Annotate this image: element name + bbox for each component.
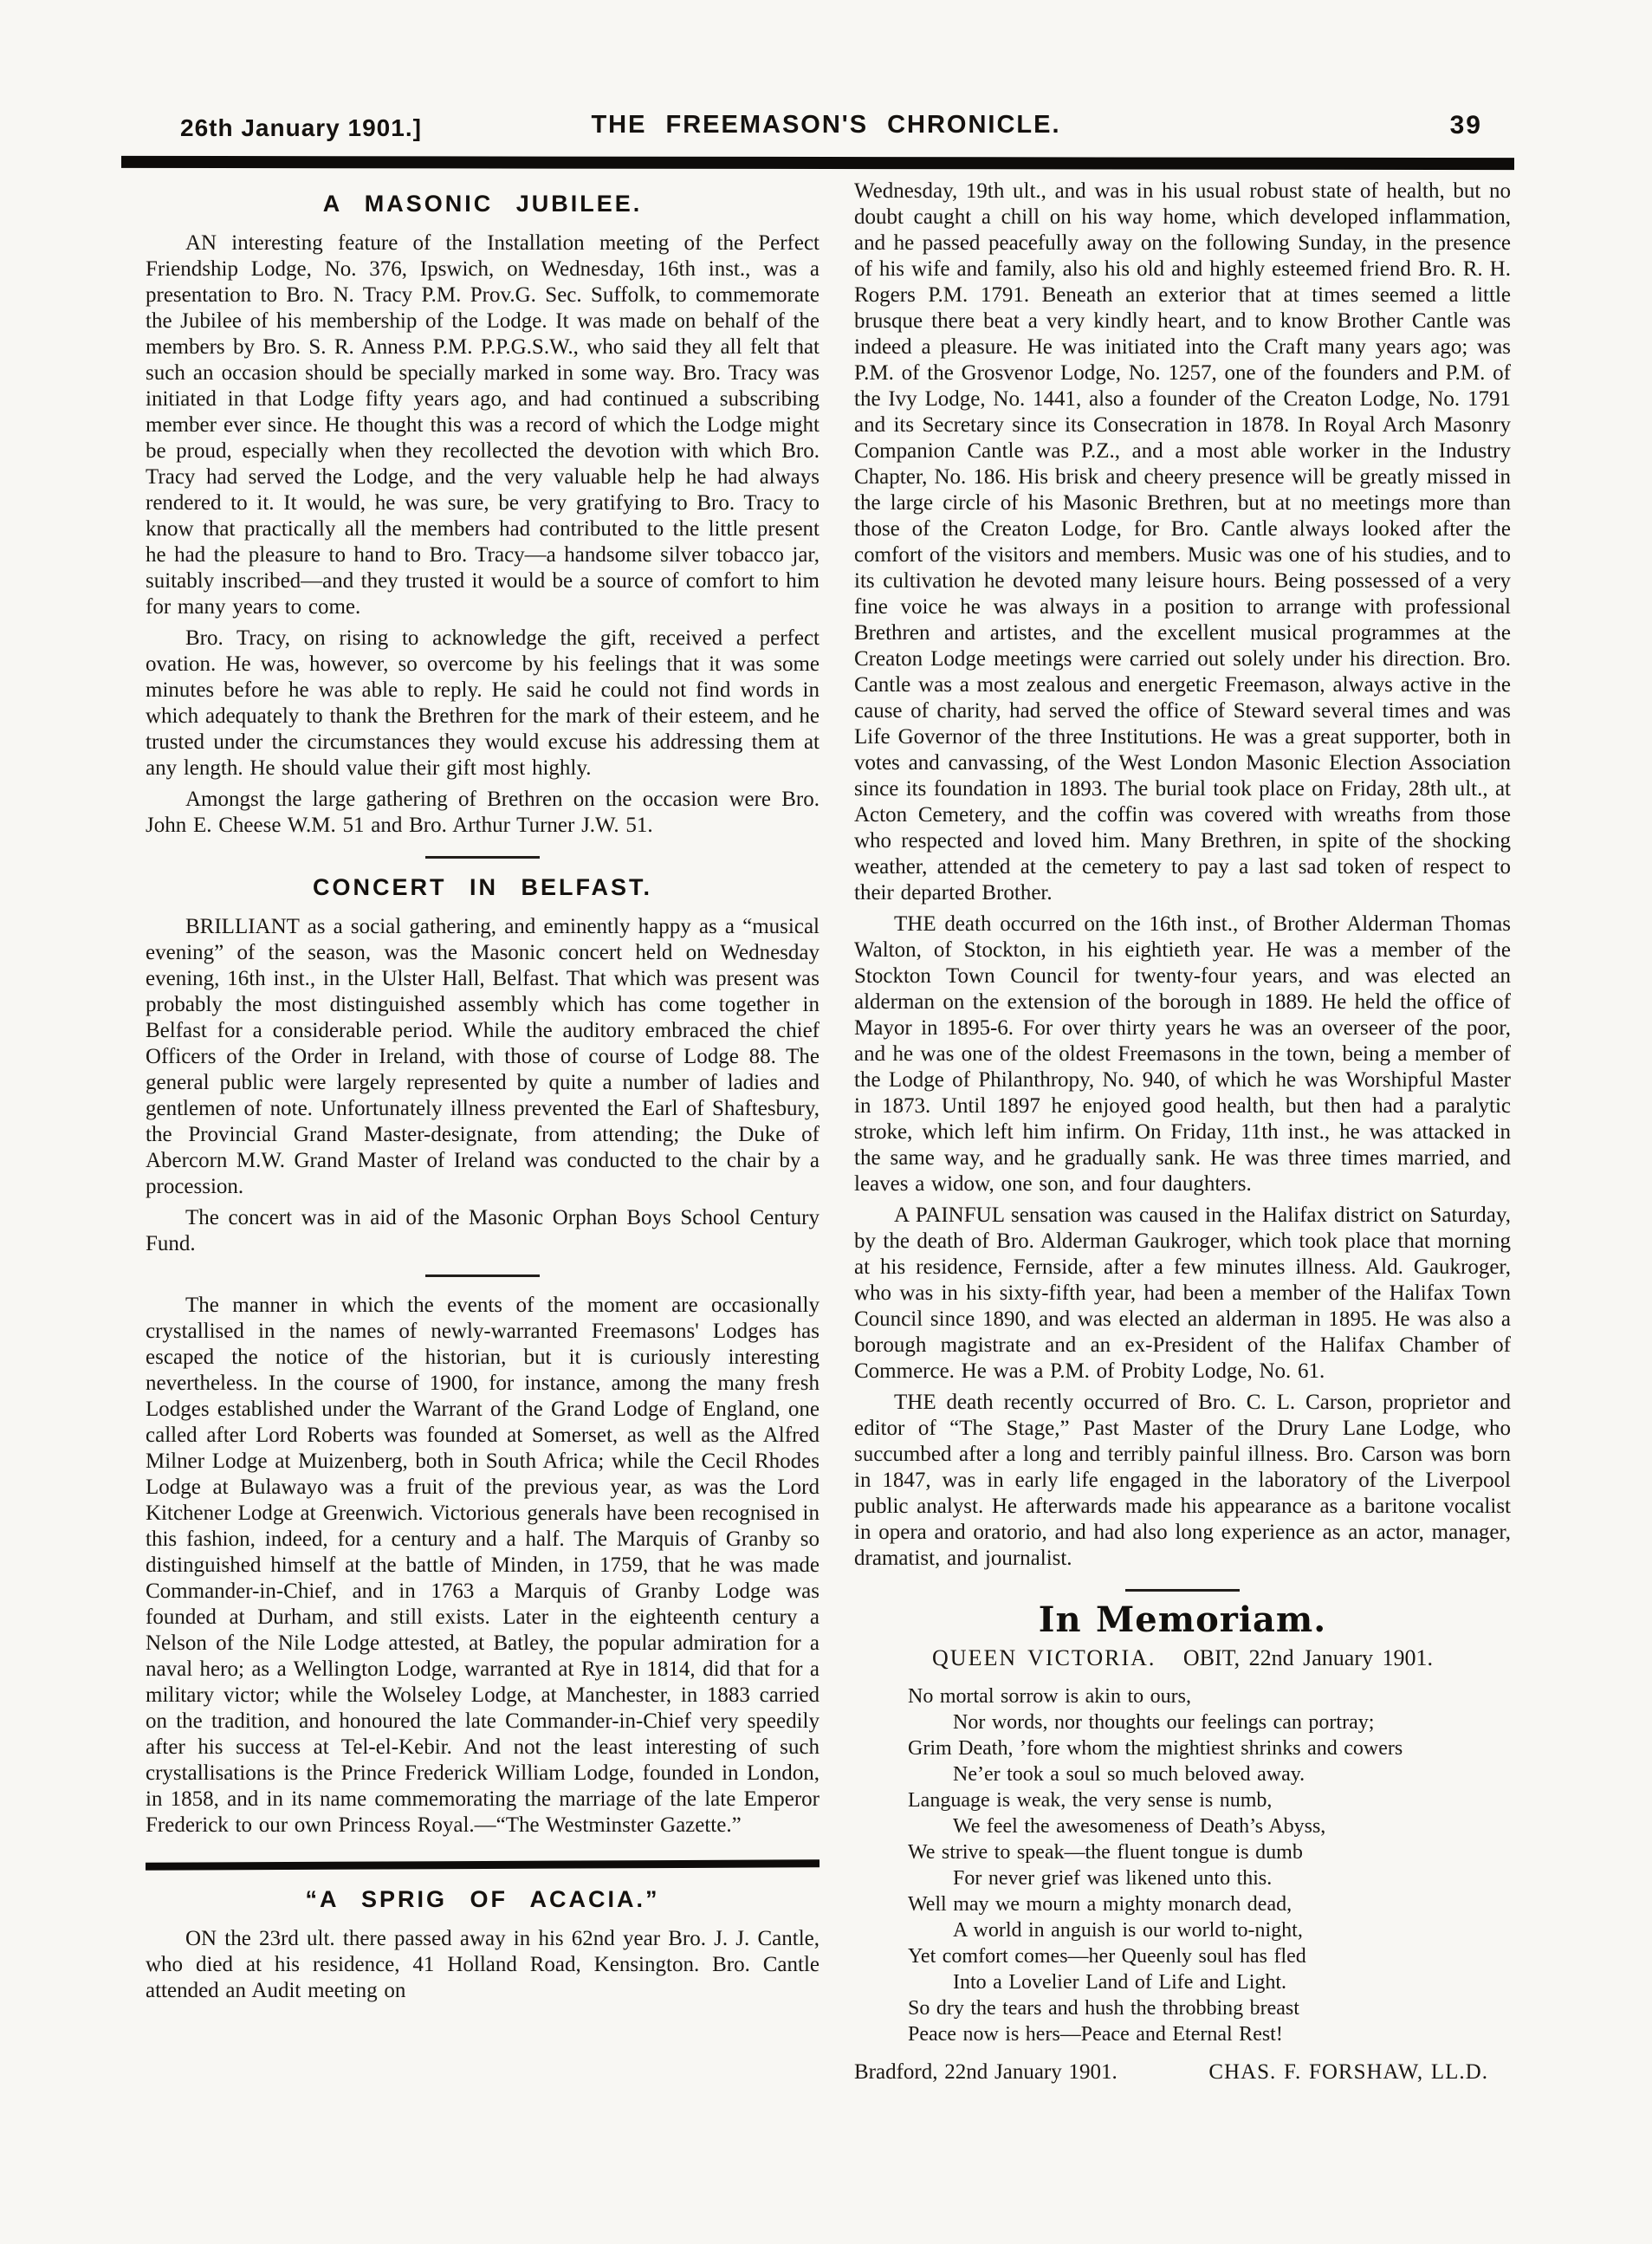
article-title-masonic-jubilee: A MASONIC JUBILEE. [322,191,643,217]
right-column [854,178,1511,2085]
paragraph: The manner in which the events of the moment are occasionally crystallised in the names of newly-warranted Freemasons' Lodges has escaped the notice of the historian, but it is curiously interesting nevertheless. In the course of 1900, for instance, among the many fresh Lodges established under the Warrant of the Grand Lodge of England, one called after Lord Roberts was founded at Somerset, as well as the Alfred Milner Lodge at Muizenberg, both in South Africa; while the Cecil Rhodes Lodge at Bulawayo was a fruit of the previous year, as was the Lord Kitchener Lodge at Greenwich. Victorious generals have been recognised in this fashion, indeed, for a century and a half. The Marquis of Granby so distinguished himself at the battle of Minden, in 1759, that he was made Commander-in-Chief, and in 1763 a Marquis of Granby Lodge was founded at Durham, and still exists. Later in the eighteenth century a Nelson of the Nile Lodge attested, at Batley, the popular admiration for a naval hero; as a Wellington Lodge, warranted at Rye in 1814, did that for a military victor; while the Wolseley Lodge, at Manchester, in 1883 carried on the tradition, and honoured the late Commander-in-Chief very speedily after his success at Tel-el-Kebir. And not the least interesting of such crystallisations is the Prince Frederick William Lodge, founded in London, in 1858, and in its name commemorating the marriage of the late Emperor Frederick to our own Princess Royal.—“The Westminster Gazette.” [146,1294,820,1837]
section-divider-rule [425,856,540,859]
poem-line: Into a Lovelier Land of Life and Light. [953,1971,1287,1994]
poem-line: Peace now is hers—Peace and Eternal Rest! [908,2023,1283,2046]
in-memoriam-obit: OBIT, 22nd January 1901. [1182,1645,1433,1670]
in-memoriam-title: In Memoriam. [1038,1599,1327,1640]
paragraph: A PAINFUL sensation was caused in the Halifax district on Saturday, by the death of Bro. Alderman Gaukroger, which took place that morning at his residence, Fernside, after a few minutes illness. Ald. Gaukroger, who was in his sixty-fifth year, had been a member of the Halifax Town Council since 1890, and was elected an alderman in 1895. He was also a borough magistrate and an ex-President of the Halifax Chamber of Commerce. He was a P.M. of Probity Lodge, No. 61. [854,1203,1511,1383]
poem-line: Nor words, nor thoughts our feelings can portray; [953,1711,1375,1734]
poem-line: Grim Death, ’fore whom the mightiest shrinks and cowers [908,1737,1403,1760]
in-memoriam-subject: QUEEN VICTORIA. [932,1645,1156,1670]
poem-line: So dry the tears and hush the throbbing breast [908,1997,1299,2020]
header-publication-title: THE FREEMASON'S CHRONICLE. [591,111,1061,139]
poem-line: Ne’er took a soul so much beloved away. [953,1763,1305,1786]
section-divider-rule [425,1274,540,1277]
paragraph: BRILLIANT as a social gathering, and eminently happy as a “musical evening” of the season, was the Masonic concert held on Wednesday evening, 16th inst., in the Ulster Hall, Belfast. That which was present was probably the most distinguished assembly which has come together in Belfast for a considerable period. While the auditory embraced the chief Officers of the Order in Ireland, with those of course of Lodge 88. The general public were largely represented by quite a number of ladies and gentlemen of note. Unfortunately illness prevented the Earl of Shaftesbury, the Provincial Grand Master-designate, from attending; the Duke of Abercorn M.W. Grand Master of Ireland was conducted to the chair by a procession. [146,915,820,1198]
article-title-sprig-of-acacia: “A SPRIG OF ACACIA.” [305,1886,660,1912]
header-rule [121,156,1514,170]
thick-separator-rule [146,1859,820,1870]
poem-line: We feel the awesomeness of Death’s Abyss, [953,1815,1326,1838]
header-issue-date: 26th January 1901.] [180,114,422,141]
poem-line: A world in anguish is our world to-night, [953,1919,1303,1942]
memorial-poem [908,1683,1511,2047]
paragraph: Bro. Tracy, on rising to acknowledge the gift, received a perfect ovation. He was, however, so overcome by his feelings that it was some minutes before he was able to reply. He said he could not find words in which adequately to thank the Brethren for the mark of their esteem, and he trusted under the circumstances they would excuse his addressing them at any length. He should value their gift most highly. [146,626,820,780]
poem-line: Yet comfort comes—her Queenly soul has fled [908,1945,1306,1968]
memoriam-author: CHAS. F. FORSHAW, LL.D. [1208,2060,1488,2084]
section-divider-rule [1125,1589,1240,1592]
poem-line: We strive to speak—the fluent tongue is dumb [908,1841,1303,1864]
paragraph: The concert was in aid of the Masonic Orphan Boys School Century Fund. [146,1206,820,1255]
article-title-concert-belfast: CONCERT IN BELFAST. [312,874,652,900]
poem-line: No mortal sorrow is akin to ours, [908,1685,1191,1708]
left-column [146,185,820,2009]
poem-line: For never grief was likened unto this. [953,1867,1273,1890]
header-page-number: 39 [1449,111,1482,139]
memoriam-place-date: Bradford, 22nd January 1901. [854,2060,1118,2084]
poem-line: Well may we mourn a mighty monarch dead, [908,1893,1292,1916]
in-memoriam-subject-line [854,1645,1511,1671]
paragraph: AN interesting feature of the Installation meeting of the Perfect Friendship Lodge, No. 376, Ipswich, on Wednesday, 16th inst., was a presentation to Bro. N. Tracy P.M. Prov.G. Sec. Suffolk, to commemorate the Jubilee of his membership of the Lodge. It was made on behalf of the members by Bro. S. R. Anness P.M. P.P.G.S.W., who said they all felt that such an occasion should be specially marked in some way. Bro. Tracy was initiated in that Lodge fifty years ago, and had continued a subscribing member ever since. He thought this was a record of which the Lodge might be proud, especially when they recollected the devotion with which Bro. Tracy had served the Lodge, and the very valuable help he had always rendered to it. It would, he was sure, be very gratifying to Bro. Tracy to know that practically all the members had contributed to the little present he had the pleasure to hand to Bro. Tracy—a handsome silver tobacco jar, suitably inscribed—and they trusted it would be a source of comfort to him for many years to come. [146,231,820,619]
paragraph: Amongst the large gathering of Brethren on the occasion were Bro. John E. Cheese W.M. 51 and Bro. Arthur Turner J.W. 51. [146,788,820,837]
memoriam-signature-row [854,2059,1511,2085]
paragraph: THE death recently occurred of Bro. C. L. Carson, proprietor and editor of “The Stage,” Past Master of the Drury Lane Lodge, who succumbed after a long and terribly painful illness. Bro. Carson was born in 1847, was in early life engaged in the laboratory of the Liverpool public analyst. He afterwards made his appearance as a baritone vocalist in opera and oratorio, and had also long experience as an actor, manager, dramatist, and journalist. [854,1391,1511,1570]
paragraph: Wednesday, 19th ult., and was in his usual robust state of health, but no doubt caught a chill on his way home, which developed inflammation, and he passed peacefully away on the following Sunday, in the presence of his wife and family, also his old and highly esteemed friend Bro. R. H. Rogers P.M. 1791. Beneath an exterior that at times seemed a little brusque there beat a very kindly heart, and to know Brother Cantle was indeed a pleasure. He was initiated into the Craft many years ago; was P.M. of the Grosvenor Lodge, No. 1257, one of the founders and P.M. of the Ivy Lodge, No. 1441, also a founder of the Creaton Lodge, No. 1791 and its Secretary since its Consecration in 1878. In Royal Arch Masonry Companion Cantle was P.Z., and a most able worker in the Industry Chapter, No. 186. His brisk and cheery presence will be greatly missed in the large circle of his Masonic Brethren, but at no meetings more than those of the Creaton Lodge, for Bro. Cantle always looked after the comfort of the visitors and members. Music was one of his studies, and to its cultivation he devoted many leisure hours. Being possessed of a very fine voice he was always in a position to arrange with professional Brethren and artistes, and the excellent musical programmes at the Creaton Lodge meetings were carried out solely under his direction. Bro. Cantle was a most zealous and energetic Freemason, always active in the cause of charity, had served the office of Steward several times and was Life Governor of the three Institutions. He was a great supporter, both in votes and canvassing, of the West London Masonic Election Association since its foundation in 1893. The burial took place on Friday, 28th ult., at Acton Cemetery, and the coffin was covered with wreaths from those who respected and loved him. Many Brethren, in spite of the shocking weather, attended at the cemetery to pay a last sad token of respect to their departed Brother. [854,179,1511,905]
poem-line: Language is weak, the very sense is numb, [908,1789,1273,1812]
paragraph: ON the 23rd ult. there passed away in his 62nd year Bro. J. J. Cantle, who died at his residence, 41 Holland Road, Kensington. Bro. Cantle attended an Audit meeting on [146,1927,820,2002]
paragraph: THE death occurred on the 16th inst., of Brother Alderman Thomas Walton, of Stockton, in his eightieth year. He was a member of the Stockton Town Council for twenty-four years, and was elected an alderman on the extension of the borough in 1889. He held the office of Mayor in 1895-6. For over thirty years he was an overseer of the poor, and he was one of the oldest Freemasons in the town, being a member of the Lodge of Philanthropy, No. 940, of which he was Worshipful Master in 1873. Until 1897 he enjoyed good health, but then had a paralytic stroke, which left him infirm. On Friday, 11th inst., he was attacked in the same way, and he gradually sank. He was three times married, and leaves a widow, one son, and four daughters. [854,912,1511,1196]
